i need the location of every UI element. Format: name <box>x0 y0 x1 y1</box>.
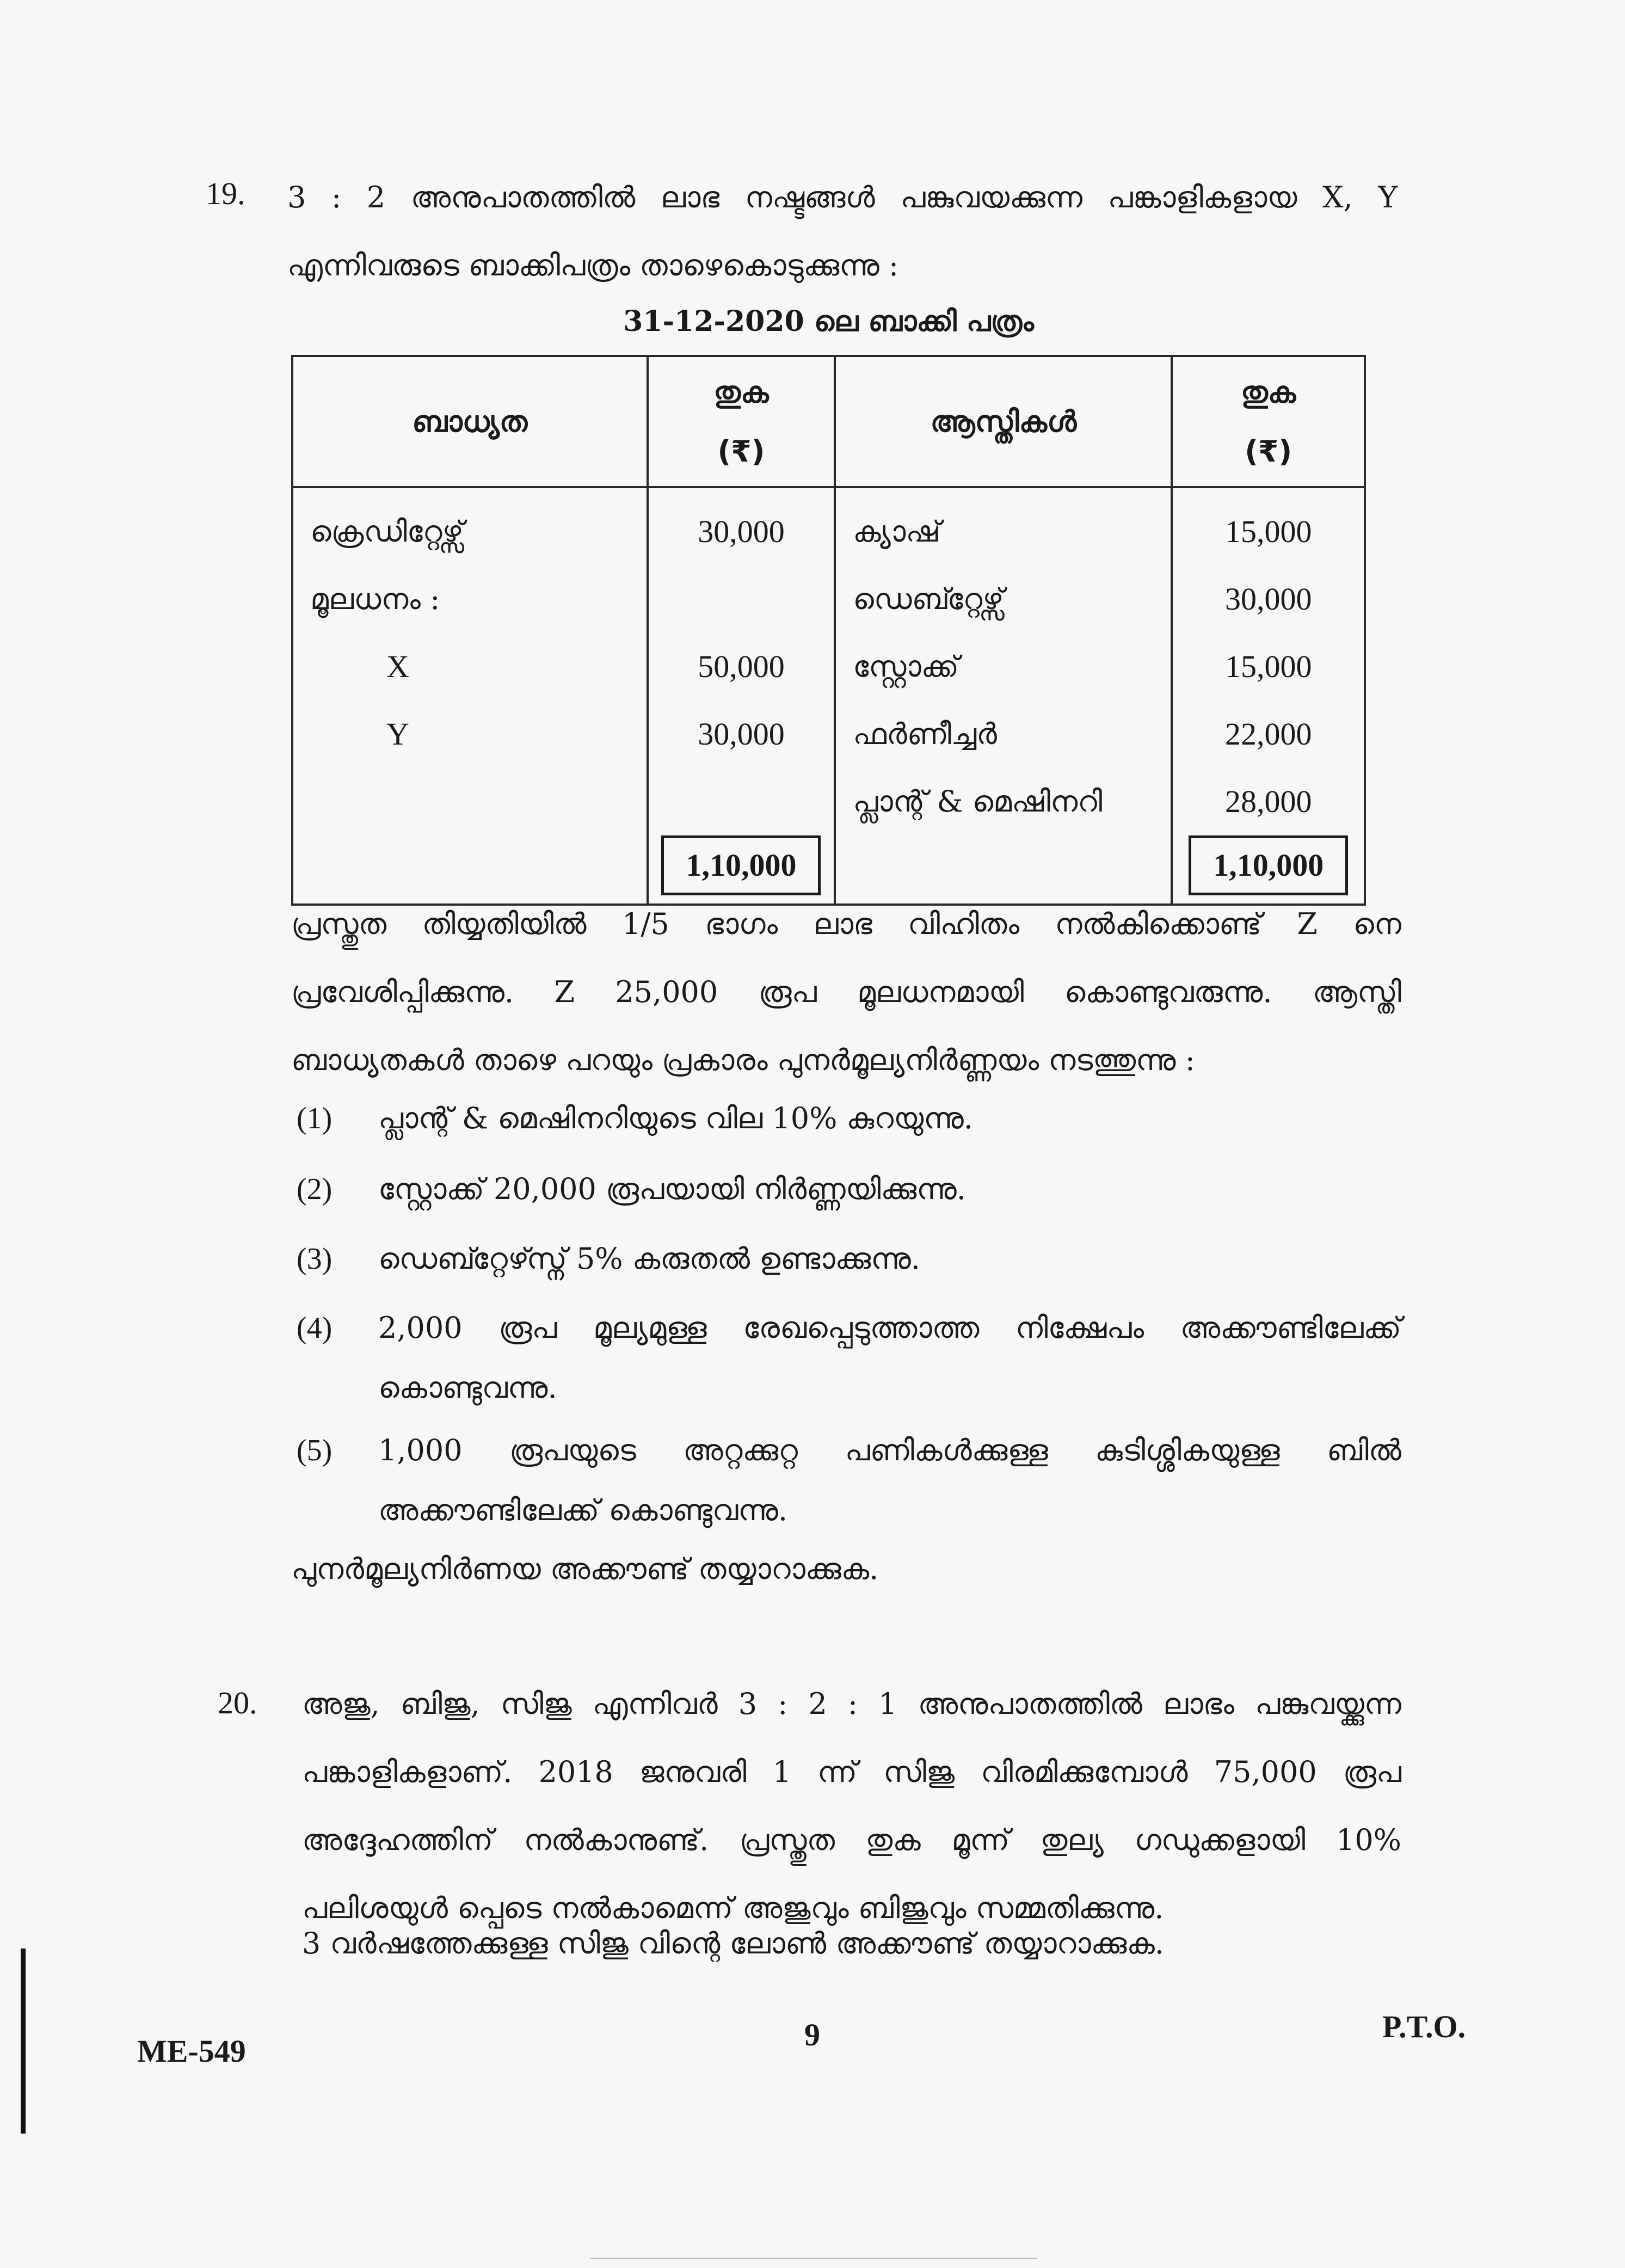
total-assets: 1,10,000 <box>1189 835 1348 895</box>
question-19-number: 19. <box>206 176 245 211</box>
question-19-paragraph-line-1: പ്രസ്തുത തിയ്യതിയിൽ 1/5 ഭാഗം ലാഭ വിഹിതം നൽകിക്കൊണ്ട് Z നെ <box>291 907 1401 941</box>
asset-label: പ്ലാന്റ് & മെഷിനറി <box>853 784 1103 819</box>
asset-amount: 30,000 <box>1224 581 1312 617</box>
balance-sheet-body-row <box>292 487 1365 905</box>
revaluation-item-2 <box>297 1159 1401 1225</box>
question-19-paragraph-line-2: പ്രവേശിപ്പിക്കുന്നു. Z 25,000 രൂപ മൂലധനമായി കൊണ്ടുവരുന്നു. ആസ്തി <box>291 975 1401 1009</box>
asset-label: ഡെബ്റ്റേഴ്സ് <box>853 582 1004 616</box>
header-amount-label: തുക <box>713 374 769 409</box>
question-20-body <box>302 1670 1401 1942</box>
item-text-continued: കൊണ്ടുവന്നു. <box>378 1370 557 1405</box>
header-assets-amount <box>1172 356 1365 487</box>
please-turn-over: P.T.O. <box>1382 2009 1466 2044</box>
item-text-continued: അക്കൗണ്ടിലേക്ക് കൊണ്ടുവന്നു. <box>378 1493 788 1527</box>
asset-label: ക്യാഷ് <box>853 514 941 549</box>
header-currency-label: (₹) <box>1245 434 1292 469</box>
item-text: സ്റ്റോക്ക് 20,000 രൂപയായി നിർണ്ണയിക്കുന്നു. <box>378 1172 966 1206</box>
header-liabilities: ബാധ്യത <box>292 356 648 487</box>
question-20-line-4: പലിശയുൾ പ്പെടെ നൽകാമെന്ന് അജുവും ബിജുവും സമ്മതിക്കുന്നു. <box>302 1891 1164 1925</box>
header-amount-label: തുക <box>1241 374 1296 409</box>
exam-code: ME-549 <box>137 2033 246 2069</box>
revaluation-item-3 <box>297 1229 1401 1294</box>
revaluation-item-4 <box>297 1298 1401 1423</box>
question-20-number: 20. <box>218 1685 257 1720</box>
liability-label: X <box>386 649 409 684</box>
question-19-paragraph <box>291 890 1401 1094</box>
liabilities-amounts-cell <box>648 487 835 905</box>
liabilities-labels-cell <box>292 487 648 905</box>
question-20-instruction: 3 വർഷത്തേക്കുള്ള സിജു വിന്റെ ലോൺ അക്കൗണ്ട് തയ്യാറാക്കുക. <box>302 1926 1165 1960</box>
question-19-intro <box>287 163 1398 299</box>
liability-label: Y <box>386 716 409 752</box>
question-19-paragraph-line-3: ബാധ്യതകൾ താഴെ പറയും പ്രകാരം പുനർമൂല്യനിർണ്ണയം നടത്തുന്നു : <box>291 1043 1195 1077</box>
item-number: (3) <box>297 1242 333 1276</box>
asset-amount: 22,000 <box>1224 716 1312 752</box>
assets-amounts-cell <box>1172 487 1365 905</box>
question-19-intro-line-2: എന്നിവരുടെ ബാക്കിപത്രം താഴെകൊടുക്കുന്നു : <box>287 248 899 282</box>
item-number: (1) <box>297 1102 333 1135</box>
asset-label: ഫർണീച്ചർ <box>853 717 997 751</box>
bottom-rule <box>590 2258 1037 2259</box>
question-19-intro-line-1: 3 : 2 അനുപാതത്തിൽ ലാഭ നഷ്ടങ്ങൾ പങ്കുവയക്കുന്ന പങ്കാളികളായ X, Y <box>287 180 1398 214</box>
liability-label: ക്രെഡിറ്റേഴ്സ് <box>310 514 464 549</box>
balance-sheet-header-row <box>292 356 1365 487</box>
balance-sheet-table <box>291 355 1366 906</box>
header-assets: ആസ്തികൾ <box>835 356 1172 487</box>
item-text: 1,000 രൂപയുടെ അറ്റക്കുറ്റ പണികൾക്കുള്ള കുടിശ്ശികയുള്ള ബിൽ <box>378 1433 1401 1467</box>
balance-sheet-title: 31-12-2020 ലെ ബാക്കി പത്രം <box>623 305 1034 338</box>
page-number: 9 <box>804 2017 820 2052</box>
assets-labels-cell <box>835 487 1172 905</box>
item-number: (4) <box>297 1311 333 1345</box>
question-20-line-1: അജു, ബിജു, സിജു എന്നിവർ 3 : 2 : 1 അനുപാതത്തിൽ ലാഭം പങ്കുവയ്ക്കുന്ന <box>302 1687 1401 1721</box>
liability-label: മൂലധനം : <box>310 582 440 616</box>
liability-amount: 30,000 <box>698 514 785 549</box>
revaluation-item-5 <box>297 1421 1401 1546</box>
liability-amount: 30,000 <box>698 716 785 752</box>
item-text: ഡെബ്റ്റേഴ്സ്ന് 5% കരുതൽ ഉണ്ടാക്കുന്നു. <box>378 1241 920 1276</box>
revaluation-item-1 <box>297 1089 1401 1154</box>
asset-label: സ്റ്റോക്ക് <box>853 649 959 684</box>
question-20-line-3: അദ്ദേഹത്തിന് നൽകാനുണ്ട്. പ്രസ്തുത തുക മൂന്ന് തുല്യ ഗഡുക്കളായി 10% <box>302 1823 1401 1857</box>
scan-margin-mark <box>21 1949 26 2134</box>
asset-amount: 15,000 <box>1224 514 1312 549</box>
header-liabilities-amount <box>648 356 835 487</box>
item-number: (5) <box>297 1434 333 1467</box>
asset-amount: 28,000 <box>1224 784 1312 819</box>
item-number: (2) <box>297 1172 333 1206</box>
asset-amount: 15,000 <box>1224 649 1312 684</box>
header-currency-label: (₹) <box>717 434 765 469</box>
total-liabilities: 1,10,000 <box>661 835 821 895</box>
question-20-line-2: പങ്കാളികളാണ്. 2018 ജനുവരി 1 ന്ന് സിജു വിരമിക്കുമ്പോൾ 75,000 രൂപ <box>302 1755 1401 1789</box>
liability-amount <box>649 566 834 633</box>
item-text: പ്ലാന്റ് & മെഷിനറിയുടെ വില 10% കുറയുന്നു. <box>378 1101 973 1135</box>
item-text: 2,000 രൂപ മൂല്യമുള്ള രേഖപ്പെടുത്താത്ത നിക്ഷേപം അക്കൗണ്ടിലേക്ക് <box>378 1311 1401 1345</box>
liability-amount: 50,000 <box>698 649 785 684</box>
question-19-instruction: പുനർമൂല്യനിർണയ അക്കൗണ്ട് തയ്യാറാക്കുക. <box>291 1552 879 1586</box>
